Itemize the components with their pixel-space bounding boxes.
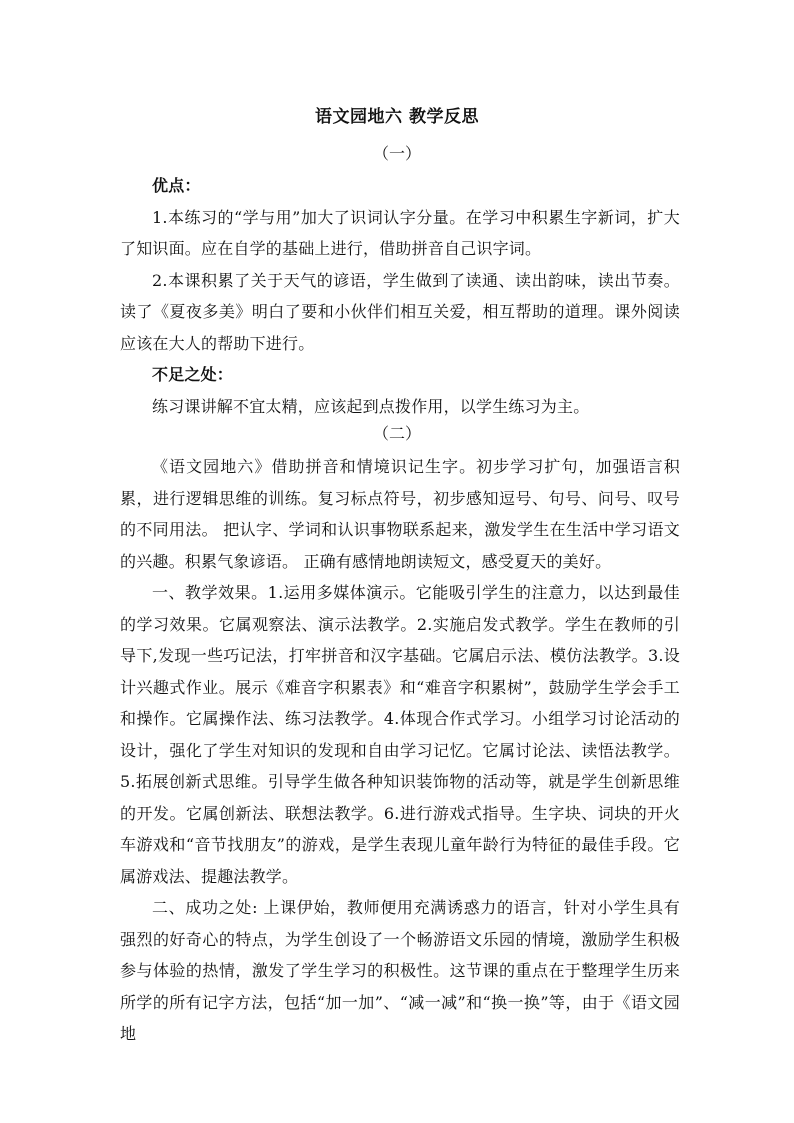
part-two-body (120, 451, 680, 1050)
document-title: 语文园地六 教学反思 (315, 107, 479, 127)
intro-paragraph: 《语文园地六》借助拼音和情境识记生字。初步学习扩句，加强语言积累，进行逻辑思维的训练。复习标点符号，初步感知逗号、句号、问号、叹号的不同用法。 把认字、学词和认识事物联系起来，激发学生在生活中学习语文的兴趣。积累气象谚语。 正确有感情地朗读短文，感受夏天的美好。 (120, 457, 680, 571)
strength-item-1: 1.本练习的“学与用”加大了识词认字分量。在学习中积累生字新词，扩大了知识面。应在自学的基础上进行，借助拼音自己识字词。 (120, 207, 680, 258)
strength-item-2: 2.本课积累了关于天气的谚语，学生做到了读通、读出韵味，读出节奏。读了《夏夜多美》明白了要和小伙伴们相互关爱，相互帮助的道理。课外阅读应该在大人的帮助下进行。 (120, 270, 680, 353)
strengths-heading: 优点： (152, 176, 201, 195)
success-paragraph: 二、成功之处: 上课伊始，教师便用充满诱惑力的语言，针对小学生具有强烈的好奇心的特点，为学生创设了一个畅游语文乐园的情境，激励学生积极参与体验的热情，激发了学生学习的积极性。这节课的重点在于整理学生历来所学的所有记字方法，包括“加一加”、“减一减”和“换一换”等，由于《语文园地 (120, 898, 680, 1043)
weakness-heading: 不足之处： (152, 365, 234, 384)
teaching-effects-paragraph: 一、教学效果。1.运用多媒体演示。它能吸引学生的注意力，以达到最佳的学习效果。它属观察法、演示法教学。2.实施启发式教学。学生在教师的引导下,发现一些巧记法，打牢拼音和汉字基础。它属启示法、模仿法教学。3.设计兴趣式作业。展示《难音字积累表》和“难音字积累树”，鼓励学生学会手工和操作。它属操作法、练习法教学。4.体现合作式学习。小组学习讨论活动的设计，强化了学生对知识的发现和自由学习记忆。它属讨论法、读悟法教学。5.拓展创新式思维。引导学生做各种知识装饰物的活动等，就是学生创新思维的开发。它属创新法、联想法教学。6.进行游戏式指导。生字块、词块的开火车游戏和“音节找朋友”的游戏，是学生表现儿童年龄行为特征的最佳手段。它属游戏法、提趣法教学。 (120, 583, 680, 886)
part-two-label: （二） (372, 424, 421, 443)
part-one-label: （一） (372, 144, 421, 163)
part-one-body (120, 170, 680, 422)
weakness-item-1: 练习课讲解不宜太精，应该起到点拨作用，以学生练习为主。 (152, 396, 590, 416)
